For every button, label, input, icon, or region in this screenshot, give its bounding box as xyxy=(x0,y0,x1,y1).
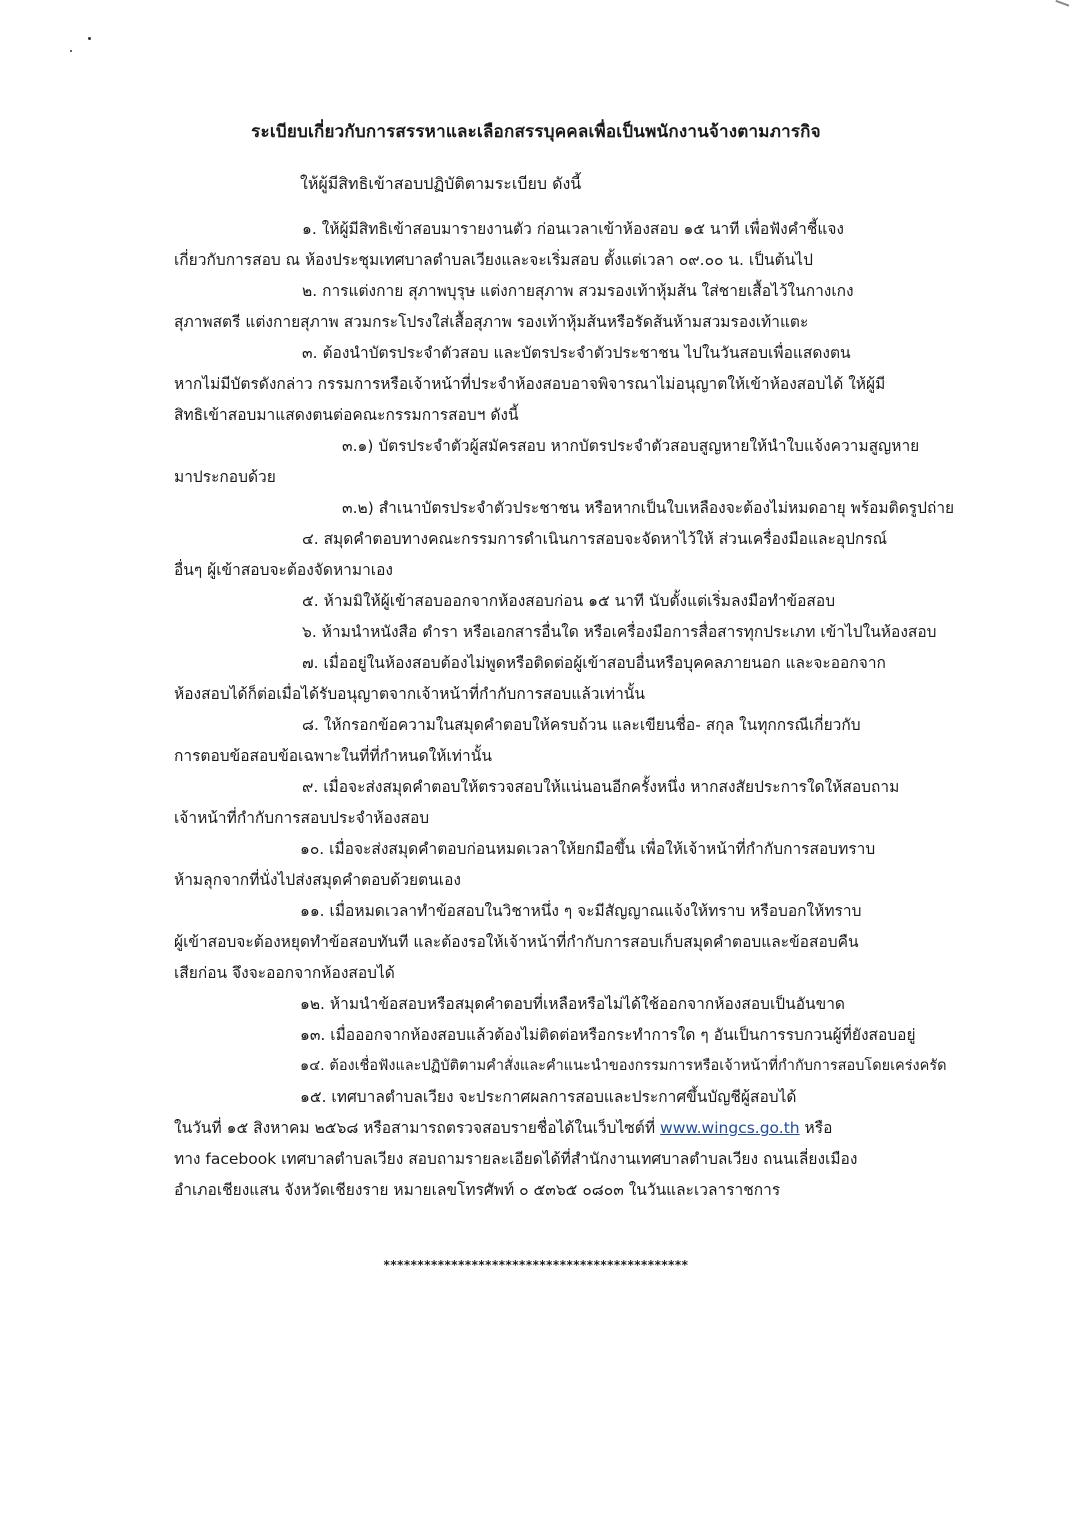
separator-line: ********************************************* xyxy=(383,1258,689,1272)
scan-speck xyxy=(88,37,91,40)
rule-text: ๔. สมุดคำตอบทางคณะกรรมการดำเนินการสอบจะจัดหาไว้ให้ ส่วนเครื่องมือและอุปกรณ์ xyxy=(302,530,888,548)
rule-2 xyxy=(174,276,976,338)
rule-text: ๑. ให้ผู้มีสิทธิเข้าสอบมารายงานตัว ก่อนเวลาเข้าห้องสอบ ๑๕ นาที เพื่อฟังคำชี้แจง xyxy=(302,220,844,238)
rule-text: ๒. การแต่งกาย สุภาพบุรุษ แต่งกายสุภาพ สวมรองเท้าหุ้มส้น ใส่ชายเสื้อไว้ในกางเกง xyxy=(302,282,854,300)
rule-1 xyxy=(174,214,976,276)
rule-text: ๓.๒) สำเนาบัตรประจำตัวประชาชน หรือหากเป็นใบเหลืองจะต้องไม่หมดอายุ พร้อมติดรูปถ่าย xyxy=(342,499,955,517)
rule-7 xyxy=(174,648,976,710)
rule-text: ๖. ห้ามนำหนังสือ ตำรา หรือเอกสารอื่นใด หรือเครื่องมือการสื่อสารทุกประเภท เข้าไปในห้องสอบ xyxy=(302,623,937,641)
scan-speck xyxy=(70,50,72,52)
document-intro: ให้ผู้มีสิทธิเข้าสอบปฏิบัติตามระเบียบ ดังนี้ xyxy=(300,174,582,193)
rule-text: หากไม่มีบัตรดังกล่าว กรรมการหรือเจ้าหน้าที่ประจำห้องสอบอาจพิจารณาไม่อนุญาตให้เข้าห้องสอบได้ ให้ผู้มี xyxy=(174,375,886,393)
rule-text: เสียก่อน จึงจะออกจากห้องสอบได้ xyxy=(174,964,395,982)
rule-text: ๑๕. เทศบาลตำบลเวียง จะประกาศผลการสอบและประกาศขึ้นบัญชีผู้สอบได้ xyxy=(300,1088,797,1106)
rule-15 xyxy=(174,1082,976,1206)
rule-text: ๑๓. เมื่อออกจากห้องสอบแล้วต้องไม่ติดต่อหรือกระทำการใด ๆ อันเป็นการรบกวนผู้ที่ยังสอบอยู่ xyxy=(300,1026,916,1044)
rule-12 xyxy=(174,989,976,1020)
rule-text: ๑๐. เมื่อจะส่งสมุดคำตอบก่อนหมดเวลาให้ยกมือขึ้น เพื่อให้เจ้าหน้าที่กำกับการสอบทราบ xyxy=(300,840,876,858)
website-link[interactable]: www.wingcs.go.th xyxy=(660,1119,800,1137)
rule-text: ห้ามลุกจากที่นั่งไปส่งสมุดคำตอบด้วยตนเอง xyxy=(174,871,461,889)
rule-text: ๕. ห้ามมิให้ผู้เข้าสอบออกจากห้องสอบก่อน ๑๕ นาที นับตั้งแต่เริ่มลงมือทำข้อสอบ xyxy=(302,592,836,610)
rule-text: ๘. ให้กรอกข้อความในสมุดคำตอบให้ครบถ้วน และเขียนชื่อ- สกุล ในทุกกรณีเกี่ยวกับ xyxy=(302,716,861,734)
rule-text: ๓. ต้องนำบัตรประจำตัวสอบ และบัตรประจำตัวประชาชน ไปในวันสอบเพื่อแสดงตน xyxy=(302,344,851,362)
rules-body xyxy=(174,214,976,1206)
rule-6 xyxy=(174,617,976,648)
rule-text: ในวันที่ ๑๕ สิงหาคม ๒๕๖๘ หรือสามารถตรวจสอบรายชื่อได้ในเว็บไซต์ที่ xyxy=(174,1119,661,1137)
rule-text: มาประกอบด้วย xyxy=(174,468,276,486)
rule-4 xyxy=(174,524,976,586)
rule-text: ๑๒. ห้ามนำข้อสอบหรือสมุดคำตอบที่เหลือหรือไม่ได้ใช้ออกจากห้องสอบเป็นอันขาด xyxy=(300,995,845,1013)
rule-9 xyxy=(174,772,976,834)
document-title: ระเบียบเกี่ยวกับการสรรหาและเลือกสรรบุคคลเพื่อเป็นพนักงานจ้างตามภารกิจ xyxy=(251,122,821,142)
rule-3-1 xyxy=(174,431,976,493)
rule-5 xyxy=(174,586,976,617)
rule-text: ผู้เข้าสอบจะต้องหยุดทำข้อสอบทันที และต้องรอให้เจ้าหน้าที่กำกับการสอบเก็บสมุดคำตอบและข้อสอบคืน xyxy=(174,933,859,951)
rule-14 xyxy=(174,1051,976,1082)
rule-3 xyxy=(174,338,976,431)
rule-text: ๙. เมื่อจะส่งสมุดคำตอบให้ตรวจสอบให้แน่นอนอีกครั้งหนึ่ง หากสงสัยประการใดให้สอบถาม xyxy=(302,778,900,796)
rule-text: สุภาพสตรี แต่งกายสุภาพ สวมกระโปรงใส่เสื้อสุภาพ รองเท้าหุ้มส้นหรือรัดส้นห้ามสวมรองเท้าแตะ xyxy=(174,313,809,331)
scan-mark xyxy=(1053,0,1070,14)
rule-text: ห้องสอบได้ก็ต่อเมื่อได้รับอนุญาตจากเจ้าหน้าที่กำกับการสอบแล้วเท่านั้น xyxy=(174,685,645,703)
rule-text: อื่นๆ ผู้เข้าสอบจะต้องจัดหามาเอง xyxy=(174,561,393,579)
rule-text: ๓.๑) บัตรประจำตัวผู้สมัครสอบ หากบัตรประจำตัวสอบสูญหายให้นำใบแจ้งความสูญหาย xyxy=(342,437,920,455)
rule-text: เกี่ยวกับการสอบ ณ ห้องประชุมเทศบาลตำบลเวียงและจะเริ่มสอบ ตั้งแต่เวลา ๐๙.๐๐ น. เป็นต้นไป xyxy=(174,251,813,269)
rule-text: อำเภอเชียงแสน จังหวัดเชียงราย หมายเลขโทรศัพท์ ๐ ๕๓๖๕ ๐๘๐๓ ในวันและเวลาราชการ xyxy=(174,1181,781,1199)
rule-text: ๗. เมื่ออยู่ในห้องสอบต้องไม่พูดหรือติดต่อผู้เข้าสอบอื่นหรือบุคคลภายนอก และจะออกจาก xyxy=(302,654,886,672)
rule-3-2 xyxy=(174,493,976,524)
rule-text: การตอบข้อสอบข้อเฉพาะในที่ที่กำหนดให้เท่านั้น xyxy=(174,747,492,765)
rule-text: ๑๑. เมื่อหมดเวลาทำข้อสอบในวิชาหนึ่ง ๆ จะมีสัญญาณแจ้งให้ทราบ หรือบอกให้ทราบ xyxy=(300,902,862,920)
rule-10 xyxy=(174,834,976,896)
rule-11 xyxy=(174,896,976,989)
rule-text: เจ้าหน้าที่กำกับการสอบประจำห้องสอบ xyxy=(174,809,430,827)
rule-13 xyxy=(174,1020,976,1051)
rule-text: ทาง facebook เทศบาลตำบลเวียง สอบถามรายละเอียดได้ที่สำนักงานเทศบาลตำบลเวียง ถนนเลี่ยงเมือง xyxy=(174,1150,858,1168)
rule-8 xyxy=(174,710,976,772)
rule-text: สิทธิเข้าสอบมาแสดงตนต่อคณะกรรมการสอบฯ ดังนี้ xyxy=(174,406,519,424)
rule-text: หรือ xyxy=(799,1119,833,1137)
rule-text: ๑๔. ต้องเชื่อฟังและปฏิบัติตามคำสั่งและคำแนะนำของกรรมการหรือเจ้าหน้าที่กำกับการสอบโดยเคร่งครัด xyxy=(300,1058,947,1074)
